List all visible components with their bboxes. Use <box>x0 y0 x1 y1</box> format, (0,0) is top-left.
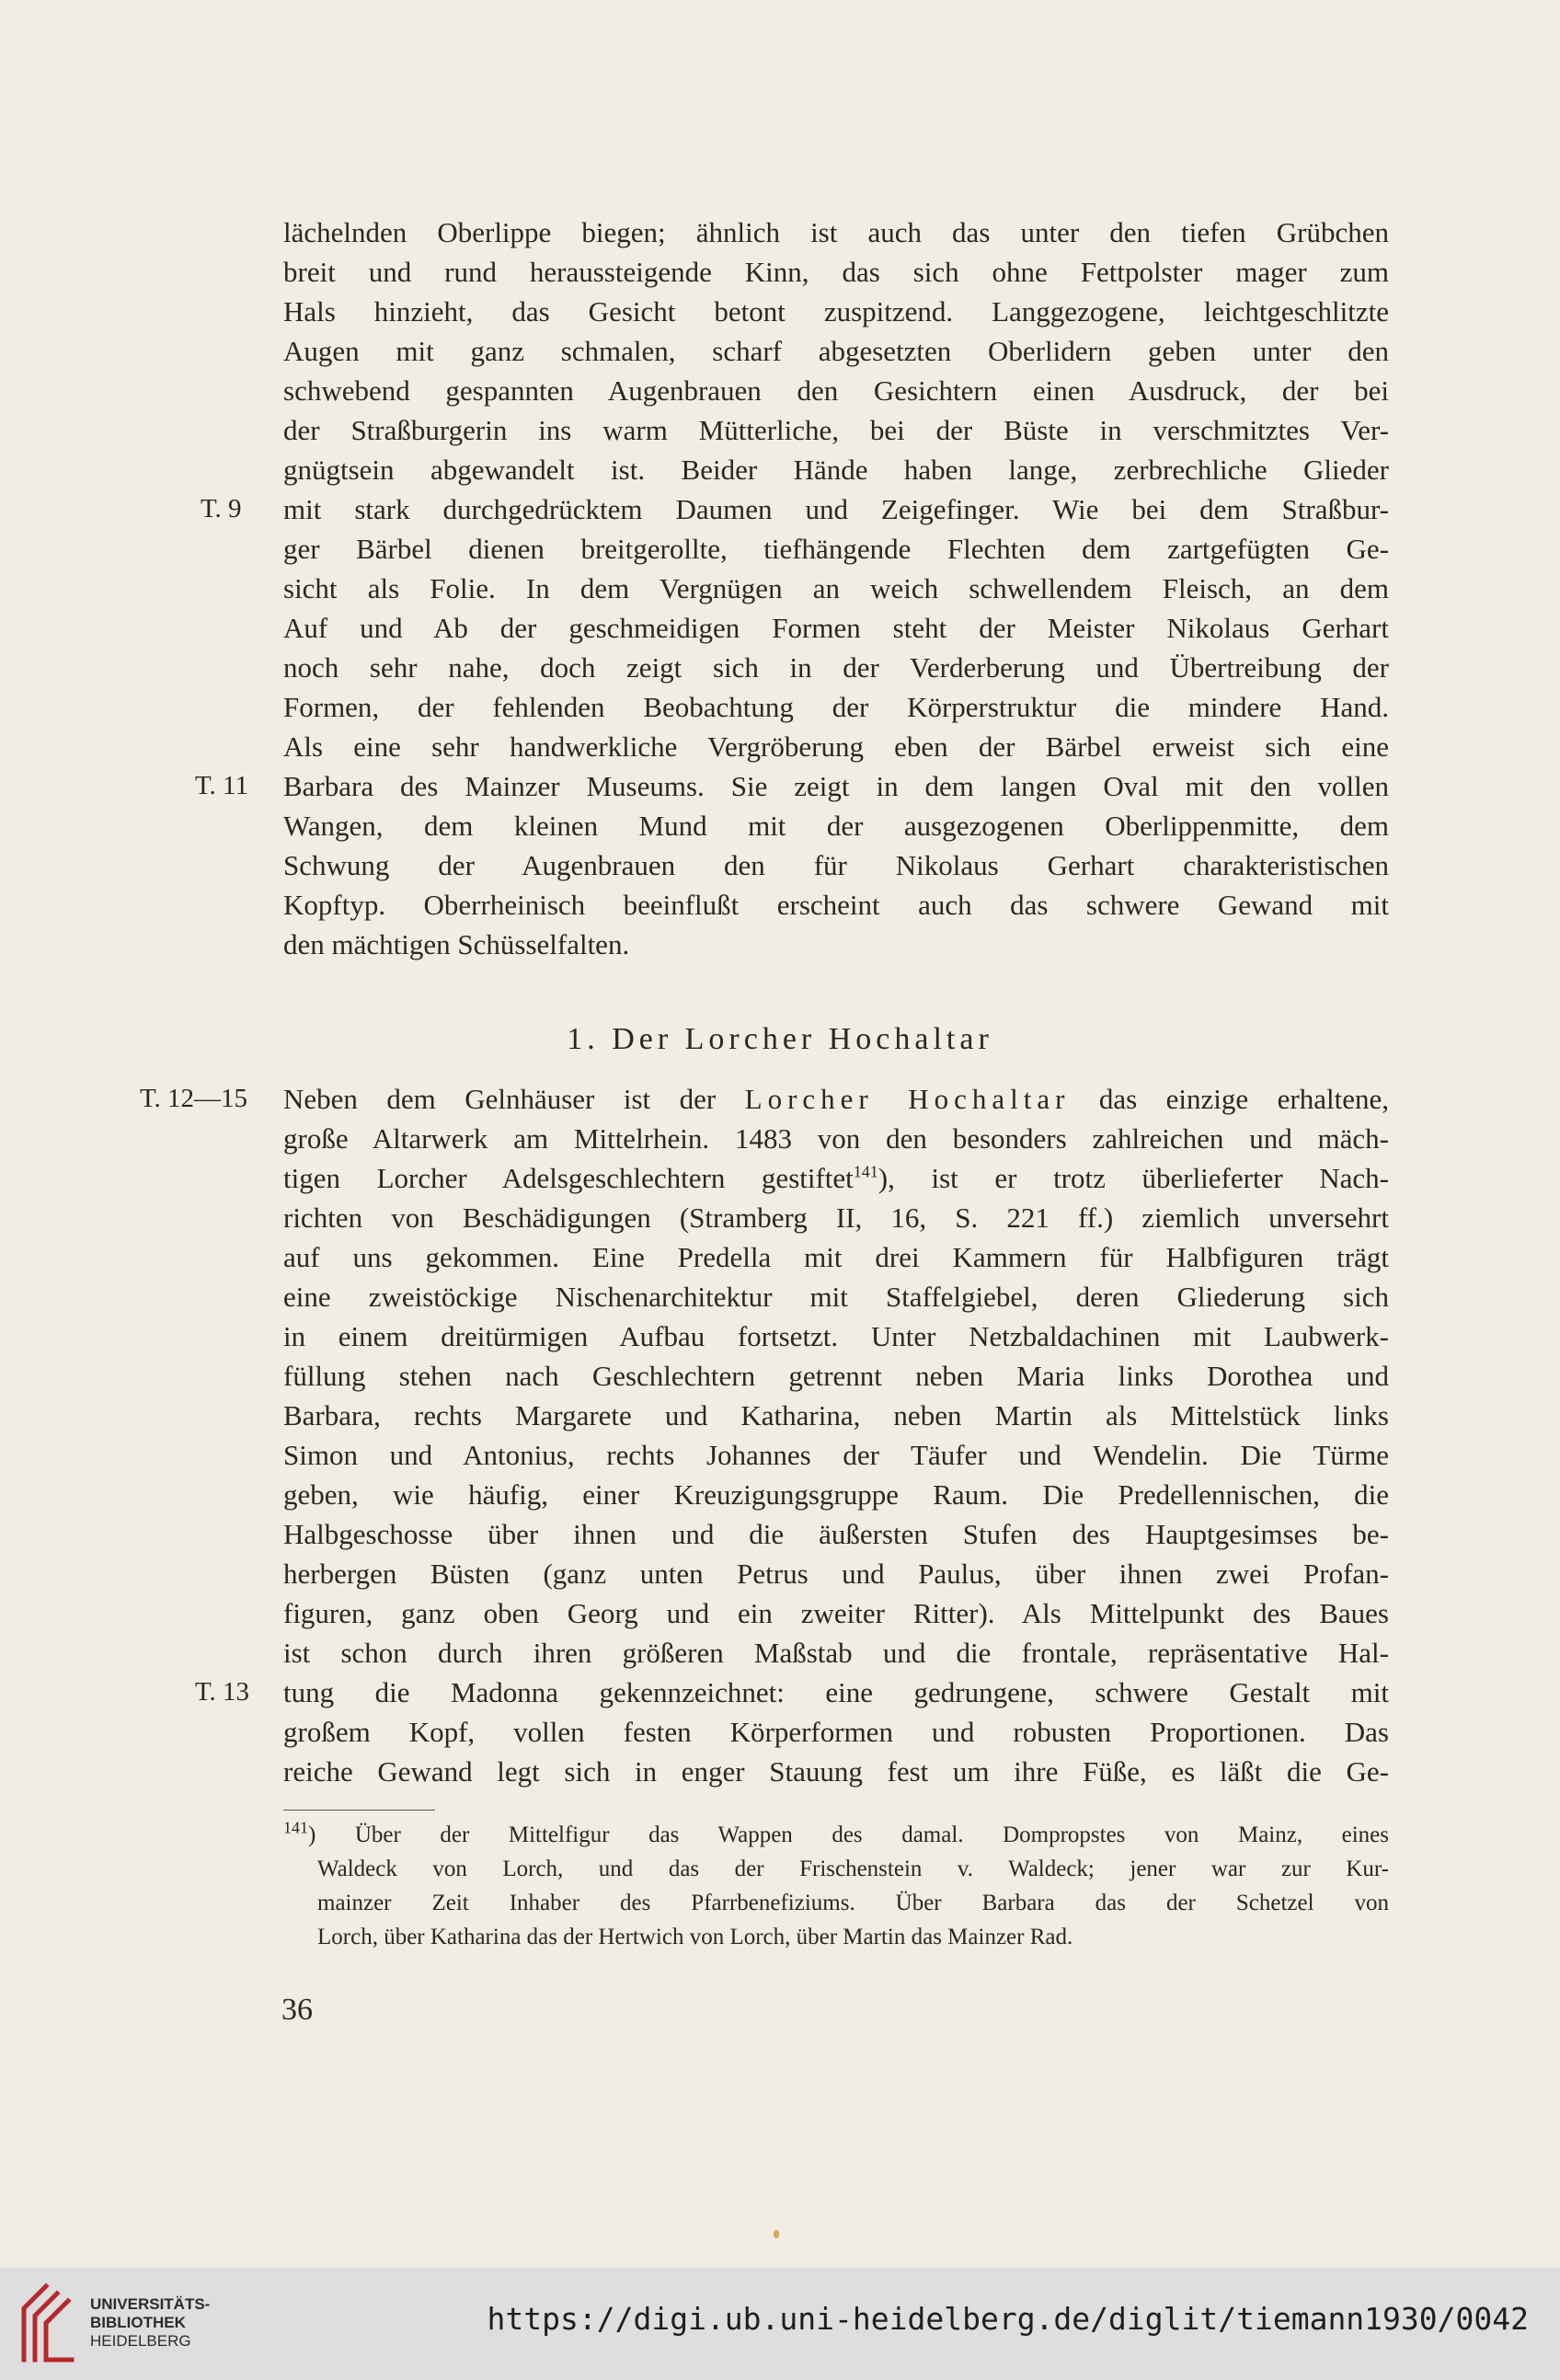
text-line: große Altarwerk am Mittelrhein. 1483 von den besonders zahlreichen und mäch- <box>283 1122 1389 1155</box>
text-line: auf uns gekommen. Eine Predella mit drei Kammern für Halbfiguren trägt <box>283 1241 1389 1273</box>
footnote-line: Waldeck von Lorch, und das der Frischenstein v. Waldeck; jener war zur Kur- <box>317 1857 1389 1881</box>
ub-heidelberg-logo-icon[interactable] <box>18 2281 77 2365</box>
text-span: das einzige erhaltene, <box>1070 1083 1389 1115</box>
library-name[interactable] <box>90 2295 210 2351</box>
text-line: eine zweistöckige Nischenarchitektur mit Staffelgiebel, deren Gliederung sich <box>283 1281 1389 1313</box>
library-name-line: BIBLIOTHEK <box>90 2314 186 2331</box>
viewer-footer <box>0 2268 1560 2380</box>
text-line: Barbara, rechts Margarete und Katharina, neben Martin als Mittelstück links <box>283 1399 1389 1431</box>
library-name-line: UNIVERSITÄTS- <box>90 2295 211 2313</box>
section-number: 1. <box>567 1022 600 1056</box>
text-line <box>283 1079 1389 1119</box>
footnote-line <box>283 1818 1389 1852</box>
text-line: figuren, ganz oben Georg und ein zweiter Ritter). Als Mittelpunkt des Baues <box>283 1597 1389 1629</box>
text-line: lächelnden Oberlippe biegen; ähnlich ist auch das unter den tiefen Grübchen <box>283 216 1389 248</box>
text-line: Halbgeschosse über ihnen und die äußersten Stufen des Hauptgesimses be- <box>283 1518 1389 1550</box>
text-line: Augen mit ganz schmalen, scharf abgesetzten Oberlidern geben unter den <box>283 335 1389 367</box>
text-line: ger Bärbel dienen breitgerollte, tiefhängende Flechten dem zartgefügten Ge- <box>283 533 1389 565</box>
text-line: Barbara des Mainzer Museums. Sie zeigt in dem langen Oval mit den vollen <box>283 770 1389 802</box>
margin-note-plate: T. 9 <box>201 494 242 523</box>
permalink-url[interactable]: https://digi.ub.uni-heidelberg.de/diglit/tiemann1930/0042 <box>487 2301 1529 2337</box>
text-line: Formen, der fehlenden Beobachtung der Körperstruktur die mindere Hand. <box>283 691 1389 723</box>
text-line: noch sehr nahe, doch zeigt sich in der Verderberung und Übertreibung der <box>283 651 1389 684</box>
footnote-rule <box>283 1810 435 1811</box>
text-line: füllung stehen nach Geschlechtern getrennt neben Maria links Dorothea und <box>283 1360 1389 1392</box>
text-line: schwebend gespannten Augenbrauen den Gesichtern einen Ausdruck, der bei <box>283 374 1389 407</box>
footnote-line: Lorch, über Katharina das der Hertwich von Lorch, über Martin das Mainzer Rad. <box>317 1925 1073 1949</box>
paper-speck <box>774 2230 779 2238</box>
margin-note-plate: T. 13 <box>195 1677 250 1707</box>
footnote-line: mainzer Zeit Inhaber des Pfarrbenefiziums. Über Barbara das der Schetzel von <box>317 1891 1389 1915</box>
text-line <box>283 1158 1389 1198</box>
text-line: der Straßburgerin ins warm Mütterliche, bei der Büste in verschmitztes Ver- <box>283 414 1389 446</box>
text-span: tigen Lorcher Adelsgeschlechtern gestiftet <box>283 1162 854 1194</box>
text-span: ) Über der Mittelfigur das Wappen des damal. Dompropstes von Mainz, eines <box>308 1822 1389 1847</box>
text-line: breit und rund heraussteigende Kinn, das sich ohne Fettpolster mager zum <box>283 256 1389 288</box>
section-title: Der Lorcher Hochaltar <box>612 1022 993 1056</box>
emphasized-text: Lorcher Hochaltar <box>744 1083 1071 1115</box>
text-line: den mächtigen Schüsselfalten. <box>283 928 630 960</box>
section-heading <box>0 1018 1560 1061</box>
footnote-marker: 141 <box>283 1818 308 1837</box>
text-line: gnügtsein abgewandelt ist. Beider Hände haben lange, zerbrechliche Glieder <box>283 454 1389 486</box>
text-line: Schwung der Augenbrauen den für Nikolaus Gerhart charakteristischen <box>283 849 1389 881</box>
text-line: geben, wie häufig, einer Kreuzigungsgruppe Raum. Die Predellennischen, die <box>283 1478 1389 1511</box>
margin-note-plate: T. 11 <box>195 771 248 800</box>
text-span: Neben dem Gelnhäuser ist der <box>283 1083 745 1115</box>
text-line: großem Kopf, vollen festen Körperformen und robusten Proportionen. Das <box>283 1716 1389 1748</box>
text-line: Kopftyp. Oberrheinisch beeinflußt erscheint auch das schwere Gewand mit <box>283 889 1389 921</box>
text-line: sicht als Folie. In dem Vergnügen an weich schwellendem Fleisch, an dem <box>283 572 1389 604</box>
text-line: reiche Gewand legt sich in enger Stauung fest um ihre Füße, es läßt die Ge- <box>283 1755 1389 1788</box>
text-line: in einem dreitürmigen Aufbau fortsetzt. Unter Netzbaldachinen mit Laubwerk- <box>283 1320 1389 1352</box>
text-line: Wangen, dem kleinen Mund mit der ausgezogenen Oberlippenmitte, dem <box>283 810 1389 842</box>
text-line: Als eine sehr handwerkliche Vergröberung eben der Bärbel erweist sich eine <box>283 730 1389 763</box>
text-line: Hals hinzieht, das Gesicht betont zuspitzend. Langgezogene, leichtgeschlitzte <box>283 295 1389 328</box>
library-name-line: HEIDELBERG <box>90 2332 191 2350</box>
text-line: mit stark durchgedrücktem Daumen und Zeigefinger. Wie bei dem Straßbur- <box>283 493 1389 525</box>
page-number: 36 <box>281 1993 313 2027</box>
footnote-ref[interactable]: 141 <box>853 1162 878 1181</box>
text-line: Auf und Ab der geschmeidigen Formen steht der Meister Nikolaus Gerhart <box>283 612 1389 644</box>
text-line: richten von Beschädigungen (Stramberg II, 16, S. 221 ff.) ziemlich unversehrt <box>283 1201 1389 1234</box>
text-line: herbergen Büsten (ganz unten Petrus und Paulus, über ihnen zwei Profan- <box>283 1558 1389 1590</box>
text-line: Simon und Antonius, rechts Johannes der Täufer und Wendelin. Die Türme <box>283 1439 1389 1471</box>
text-line: tung die Madonna gekennzeichnet: eine gedrungene, schwere Gestalt mit <box>283 1676 1389 1708</box>
text-span: ), ist er trotz überlieferter Nach- <box>878 1162 1389 1194</box>
text-line: ist schon durch ihren größeren Maßstab und die frontale, repräsentative Hal- <box>283 1637 1389 1669</box>
margin-note-plate: T. 12—15 <box>140 1084 248 1113</box>
